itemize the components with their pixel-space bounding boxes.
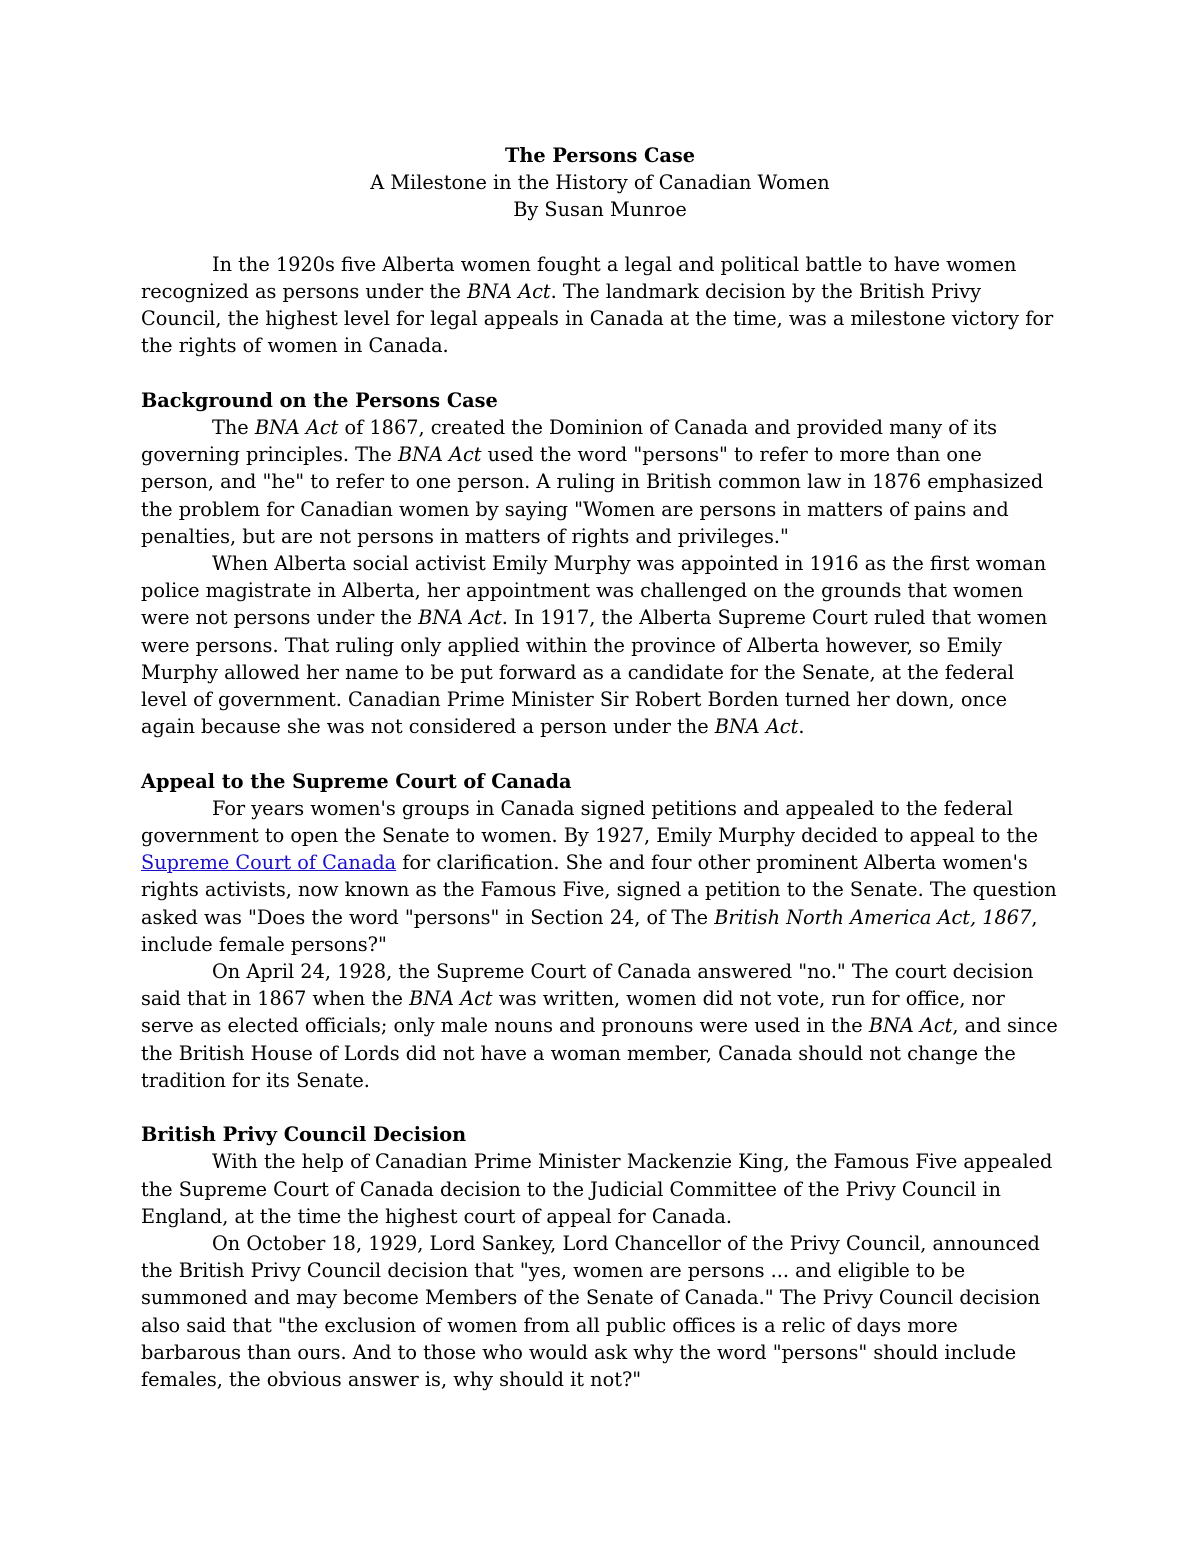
italic-act-name: BNA Act <box>409 987 493 1011</box>
text-run: for clarification. She and four other prominent Alberta women's rights activists, now known as the Famous Five, signed a petition to the Senate. The question asked was "Does the word "persons" in Section 24, of The <box>141 851 1057 929</box>
italic-act-name: BNA Act <box>418 606 502 630</box>
spacer <box>141 740 1059 767</box>
italic-act-name: BNA Act <box>868 1014 953 1038</box>
intro-paragraph <box>141 251 1059 360</box>
text-run: . In 1917, the Alberta Supreme Court ruled that women were persons. That ruling only applied within the province of Alberta however, so Emily Murphy allowed her name to be put forward as a candidate for the Senate, at the federal level of government. Canadian Prime Minister Sir Robert Borden turned her down, once again because she was not considered a person under the <box>141 606 1048 739</box>
text-run: of 1867, created the Dominion of Canada and provided many of its governing principles. The <box>141 416 997 467</box>
text-run: used the word "persons" to refer to more than one person, and "he" to refer to one person. A ruling in British common law in 1876 emphasized the problem for Canadian women by saying "Women are persons in matters of pains and penalties, but are not persons in matters of rights and privileges." <box>141 443 1044 548</box>
document-header <box>141 142 1059 224</box>
text-run: . The landmark decision by the British Privy Council, the highest level for legal appeals in Canada at the time, was a milestone victory for the rights of women in Canada. <box>141 280 1054 358</box>
text-run: , include female persons?" <box>141 905 1038 956</box>
background-paragraph-1 <box>141 414 1059 550</box>
italic-act-name: BNA Act <box>714 715 799 739</box>
spacer <box>141 1094 1059 1121</box>
appeal-paragraph-2 <box>141 958 1059 1094</box>
text-run: When Alberta social activist Emily Murphy was appointed in 1916 as the first woman police magistrate in Alberta, her appointment was challenged on the grounds that women were not persons under the <box>141 552 1047 630</box>
italic-act-name: BNA Act <box>254 416 339 439</box>
appeal-paragraph-1 <box>141 795 1059 958</box>
text-run: For years women's groups in Canada signed petitions and appealed to the federal government to open the Senate to women. By 1927, Emily Murphy decided to appeal to the <box>141 796 1039 848</box>
text-run: was written, women did not vote, run for office, nor serve as elected officials; only male nouns and pronouns were used in the <box>141 987 1005 1038</box>
privy-paragraph-2: On October 18, 1929, Lord Sankey, Lord Chancellor of the Privy Council, announced the British Privy Council decision that "yes, women are persons ... and eligible to be summoned and may become Members of the Senate of Canada." The Privy Council decision also said that "the exclusion of women from all public offices is a relic of days more barbarous than ours. And to those who would ask why the word "persons" should include females, the obvious answer is, why should it not?" <box>141 1232 1041 1392</box>
text-run: . <box>798 715 805 739</box>
background-paragraph-2 <box>141 550 1059 740</box>
document-title: The Persons Case <box>504 144 696 167</box>
privy-paragraph-1: With the help of Canadian Prime Minister Mackenzie King, the Famous Five appealed the Supreme Court of Canada decision to the Judicial Committee of the Privy Council in England, at the time the highest court of appeal for Canada. <box>141 1150 1053 1228</box>
document-byline: By Susan Munroe <box>513 198 687 222</box>
italic-act-name: BNA Act <box>397 443 482 467</box>
spacer <box>141 224 1059 251</box>
spacer <box>141 360 1059 387</box>
section-heading-privy-council: British Privy Council Decision <box>141 1123 467 1147</box>
text-run: , and since the British House of Lords did not have a woman member, Canada should not change the tradition for its Senate. <box>141 1014 1058 1092</box>
text-run: On April 24, 1928, the Supreme Court of Canada answered "no." The court decision said that in 1867 when the <box>141 960 1034 1011</box>
document-subtitle: A Milestone in the History of Canadian Women <box>370 171 830 195</box>
italic-act-name: BNA Act <box>467 280 551 303</box>
section-heading-background: Background on the Persons Case <box>141 388 498 412</box>
document-page <box>141 142 1059 1393</box>
supreme-court-link[interactable]: Supreme Court of Canada <box>141 851 397 875</box>
text-run: The <box>212 416 255 439</box>
italic-act-name: British North America Act, 1867 <box>714 905 1032 929</box>
section-heading-appeal: Appeal to the Supreme Court of Canada <box>141 769 572 793</box>
text-run: In the 1920s five Alberta women fought a legal and political battle to have women recognized as persons under the <box>141 252 1017 303</box>
